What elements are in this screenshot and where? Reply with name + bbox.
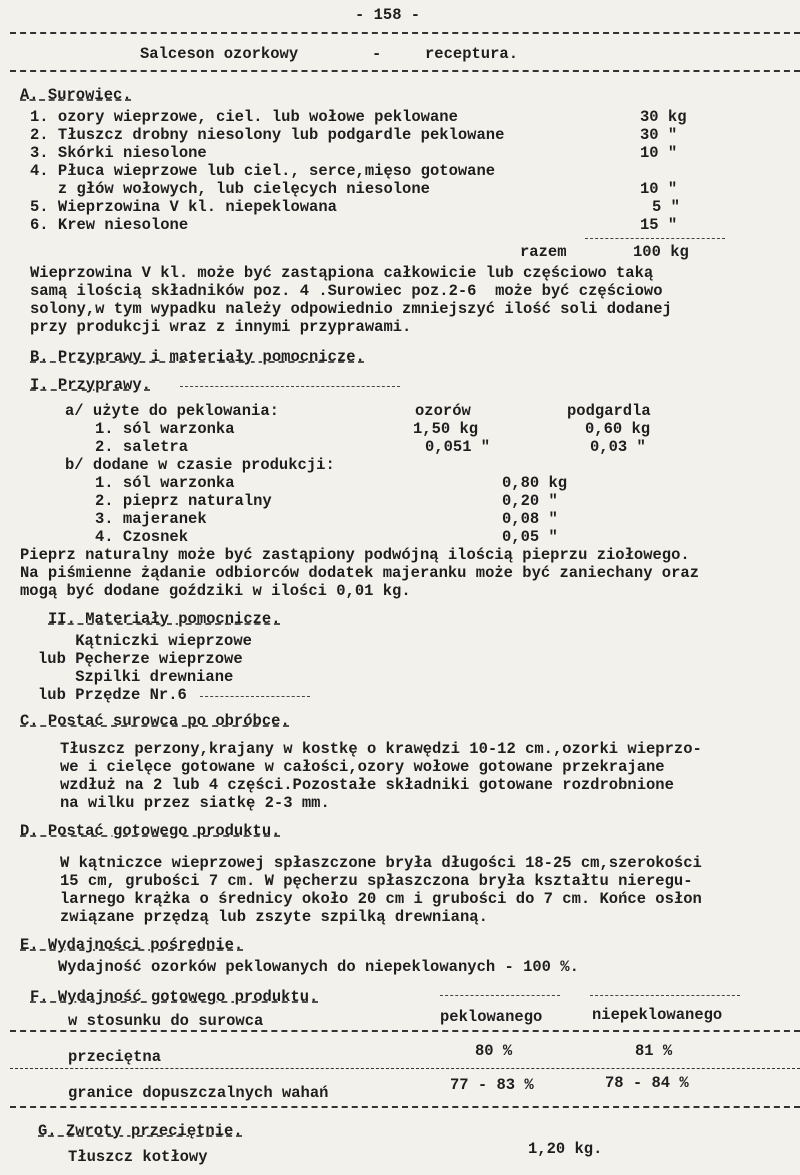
text-line: Wydajność ozorków peklowanych do niepeklowanych - 100 %.: [58, 958, 579, 976]
dash-line: [180, 386, 400, 387]
item-value: 10 ": [640, 144, 678, 162]
table-row-label: przeciętna: [68, 1048, 162, 1066]
total-label: razem: [520, 243, 567, 261]
list-item: 1. sól warzonka: [95, 420, 235, 438]
item-value: 1,50 kg: [413, 420, 479, 438]
item-value: 0,05 ": [502, 528, 558, 546]
note-line: solony,w tym wypadku należy odpowiednio zmniejszyć ilość soli dodanej: [30, 300, 672, 318]
item-value: 0,03 ": [590, 438, 646, 456]
list-item: 3. majeranek: [95, 510, 207, 528]
list-item: Kątniczki wieprzowe: [38, 632, 252, 650]
text-line: wzdłuż na 2 lub 4 części.Pozostałe składniki gotowane rozdrobnione: [60, 776, 674, 794]
note-line: Pieprz naturalny może być zastąpiony podwójną ilością pieprzu ziołowego.: [20, 546, 690, 564]
note-line: Wieprzowina V kl. może być zastąpiona całkowicie lub częściowo taką: [30, 264, 654, 282]
section-e-heading: E. Wydajności pośrednie.: [20, 936, 244, 954]
column-header: podgardla: [567, 402, 651, 420]
text-line: związane przędzą lub zszyte szpilką drewnianą.: [60, 908, 488, 926]
text-line: 15 cm, grubości 7 cm. W pęcherzu spłaszczona bryła kształtu nieregu-: [60, 872, 693, 890]
item-value: 0,80 kg: [502, 474, 568, 492]
section-f-heading: F. Wydajność gotowego produktu.: [30, 988, 319, 1006]
note-line: mogą być dodane goździki w ilości 0,01 kg.: [20, 582, 411, 600]
table-cell: 81 %: [635, 1042, 673, 1060]
item-value: 30 ": [640, 126, 678, 144]
page-title: Salceson ozorkowy: [140, 45, 299, 63]
title-suffix: receptura.: [425, 45, 519, 63]
list-item: Tłuszcz kotłowy: [68, 1148, 208, 1166]
column-header: ozorów: [415, 402, 471, 420]
item-value: 0,051 ": [425, 438, 491, 456]
item-value: 0,08 ": [502, 510, 558, 528]
list-item: Szpilki drewniane: [38, 668, 234, 686]
title-dash: -: [372, 45, 382, 63]
divider: [10, 1030, 800, 1032]
list-item: 2. pieprz naturalny: [95, 492, 272, 510]
list-item: 2. Tłuszcz drobny niesolony lub podgardle peklowane: [30, 126, 505, 144]
text-line: larnego krążka o średnicy około 20 cm i grubości do 7 cm. Końce osłon: [60, 890, 702, 908]
item-value: 15 ": [640, 216, 678, 234]
item-value: 30 kg: [640, 108, 687, 126]
column-header: peklowanego: [440, 1008, 543, 1026]
page-number: - 158 -: [355, 6, 421, 24]
list-item: 1. sól warzonka: [95, 474, 235, 492]
divider: [10, 1106, 800, 1108]
section-a-heading: A. Surowiec.: [20, 86, 132, 104]
table-cell: 78 - 84 %: [605, 1074, 689, 1092]
table-label: w stosunku do surowca: [68, 1012, 264, 1030]
list-item: 4. Czosnek: [95, 528, 189, 546]
list-item: z głów wołowych, lub cielęcych niesolone: [30, 180, 430, 198]
group-label: a/ użyte do peklowania:: [65, 402, 279, 420]
text-line: W kątniczce wieprzowej spłaszczone bryła długości 18-25 cm,szerokości: [60, 854, 702, 872]
item-value: 5 ": [652, 198, 680, 216]
dash-line: [200, 696, 310, 697]
table-row-label: granice dopuszczalnych wahań: [68, 1084, 329, 1102]
subsection-heading: I. Przyprawy.: [30, 376, 151, 394]
text-line: Tłuszcz perzony,krajany w kostkę o krawędzi 10-12 cm.,ozorki wieprzo-: [60, 740, 702, 758]
item-value: 10 ": [640, 180, 678, 198]
section-c-heading: C. Postać surowca po obróbce.: [20, 712, 290, 730]
column-header: niepeklowanego: [592, 1006, 723, 1024]
note-line: samą ilością składników poz. 4 .Surowiec poz.2-6 może być częściowo: [30, 282, 663, 300]
item-value: 1,20 kg.: [528, 1140, 603, 1158]
text-line: we i cielęce gotowane w całości,ozory wołowe gotowane przekrajane: [60, 758, 665, 776]
note-line: Na piśmienne żądanie odbiorców dodatek majeranku może być zaniechany oraz: [20, 564, 700, 582]
table-cell: 77 - 83 %: [450, 1076, 534, 1094]
table-cell: 80 %: [475, 1042, 513, 1060]
dash-line: [440, 995, 560, 996]
item-value: 0,60 kg: [585, 420, 651, 438]
list-item: 1. ozory wieprzowe, ciel. lub wołowe peklowane: [30, 108, 458, 126]
subsection-heading: II. Materiały pomocnicze.: [48, 610, 281, 628]
divider: [10, 32, 800, 34]
list-item: lub Pęcherze wieprzowe: [38, 650, 243, 668]
dash-line: [590, 995, 740, 996]
list-item: 4. Płuca wieprzowe lub ciel., serce,mięso gotowane: [30, 162, 496, 180]
sum-line: [585, 238, 725, 239]
group-label: b/ dodane w czasie produkcji:: [65, 456, 335, 474]
note-line: przy produkcji wraz z innymi przyprawami.: [30, 318, 412, 336]
section-d-heading: D. Postać gotowego produktu.: [20, 822, 281, 840]
item-value: 0,20 ": [502, 492, 558, 510]
text-line: na wilku przez siatkę 2-3 mm.: [60, 794, 330, 812]
total-value: 100 kg: [633, 243, 689, 261]
list-item: lub Przędze Nr.6: [38, 686, 187, 704]
list-item: 3. Skórki niesolone: [30, 144, 207, 162]
list-item: 6. Krew niesolone: [30, 216, 189, 234]
divider: [10, 1068, 800, 1069]
section-g-heading: G. Zwroty przeciętnie.: [38, 1122, 243, 1140]
list-item: 2. saletra: [95, 438, 189, 456]
list-item: 5. Wieprzowina V kl. niepeklowana: [30, 198, 337, 216]
section-b-heading: B. Przyprawy i materiały pomocnicze.: [30, 348, 365, 366]
divider: [10, 70, 800, 72]
